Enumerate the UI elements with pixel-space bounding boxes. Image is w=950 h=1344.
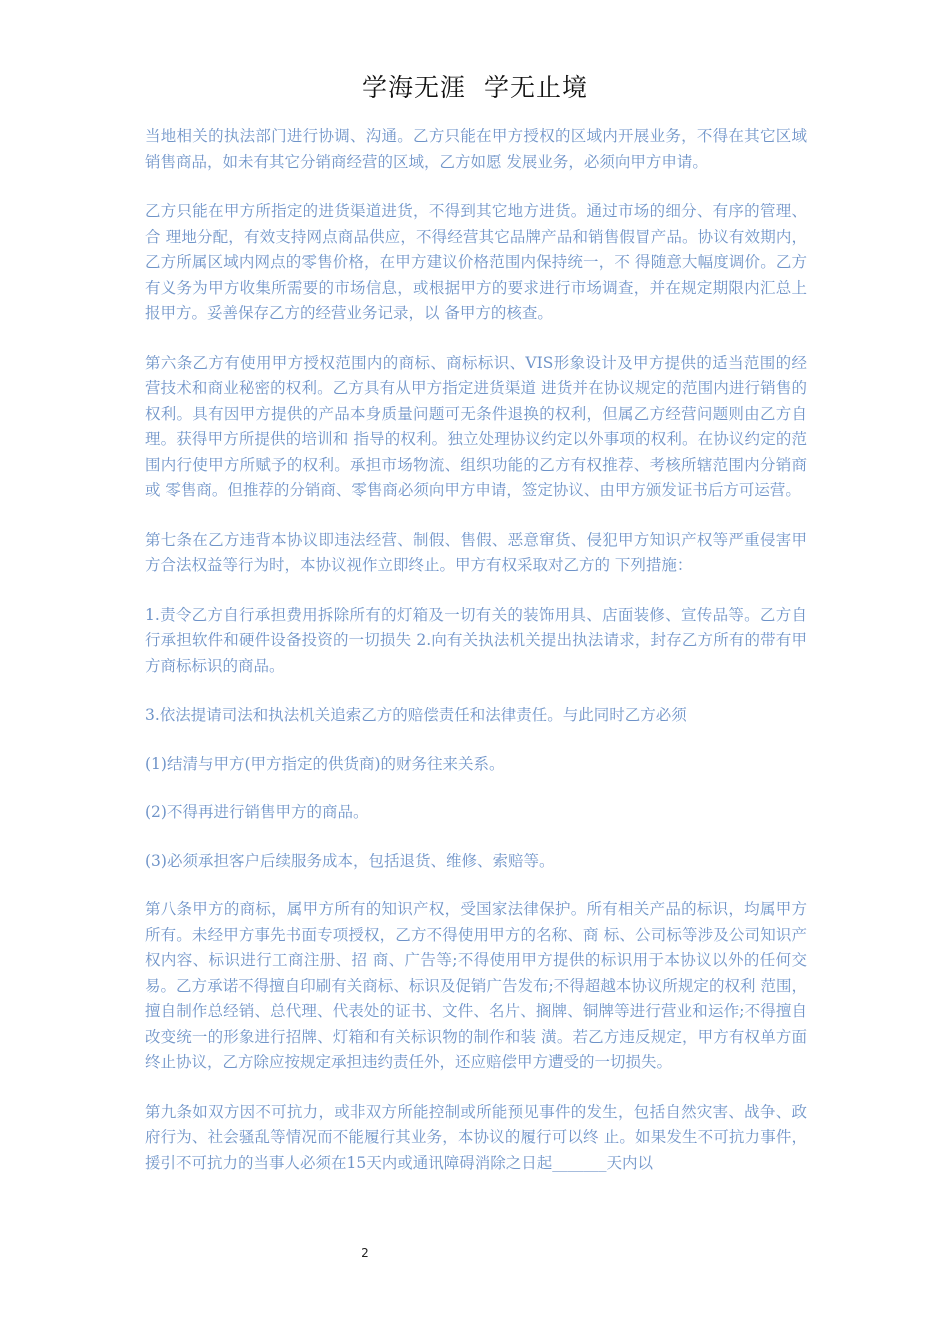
paragraph-measure-3: 3.依法提请司法和执法机关追索乙方的赔偿责任和法律责任。与此同时乙方必须: [145, 706, 687, 724]
document-body: [145, 124, 807, 1200]
page-number: 2: [361, 1246, 369, 1260]
paragraph-purchase-channel: 乙方只能在甲方所指定的进货渠道进货，不得到其它地方进货。通过市场的细分、有序的管理、合 理地分配，有效支持网点商品供应，不得经营其它品牌产品和销售假冒产品。协议有效期内，乙方所属区域内网点的零售价格，在甲方建议价格范围内保持统一，不 得随意大幅度调价。乙方有义务为甲方收集所需要的市场信息，或根据甲方的要求进行市场调查，并在规定期限内汇总上报甲方。妥善保存乙方的经营业务记录，以 备甲方的核查。: [145, 202, 807, 322]
paragraph-territory: 当地相关的执法部门进行协调、沟通。乙方只能在甲方授权的区域内开展业务，不得在其它区域销售商品，如未有其它分销商经营的区域，乙方如愿 发展业务，必须向甲方申请。: [145, 127, 807, 171]
page-title: 学海无涯 学无止境: [362, 73, 588, 102]
paragraph-article-6: 第六条乙方有使用甲方授权范围内的商标、商标标识、VIS形象设计及甲方提供的适当范围的经营技术和商业秘密的权利。乙方具有从甲方指定进货渠道 进货并在协议规定的范围内进行销售的权利。具有因甲方提供的产品本身质量问题可无条件退换的权利，但属乙方经营问题则由乙方自理。获得甲方所提供的培训和 指导的权利。独立处理协议约定以外事项的权利。在协议约定的范围内行使甲方所赋予的权利。承担市场物流、组织功能的乙方有权推荐、考核所辖范围内分销商或 零售商。但推荐的分销商、零售商必须向甲方申请，签定协议、由甲方颁发证书后方可运营。: [145, 353, 807, 499]
paragraph-article-8: 第八条甲方的商标，属甲方所有的知识产权，受国家法律保护。所有相关产品的标识，均属甲方所有。未经甲方事先书面专项授权，乙方不得使用甲方的名称、商 标、公司标等涉及公司知识产权内容、标识进行工商注册、招 商、广告等;不得使用甲方提供的标识用于本协议以外的任何交易。乙方承诺不得擅自印刷有关商标、标识及促销广告发布;不得超越本协议所规定的权利 范围，擅自制作总经销、总代理、代表处的证书、文件、名片、搁牌、铜牌等进行营业和运作;不得擅自改变统一的形象进行招牌、灯箱和有关标识物的制作和装 潢。若乙方违反规定，甲方有权单方面终止协议，乙方除应按规定承担违约责任外，还应赔偿甲方遭受的一切损失。: [145, 900, 807, 1071]
paragraph-measure-1-2: 1.责令乙方自行承担费用拆除所有的灯箱及一切有关的装饰用具、店面装修、宣传品等。乙方自行承担软件和硬件设备投资的一切损失 2.向有关执法机关提出执法请求，封存乙方所有的带有甲方商标标识的商品。: [145, 605, 807, 675]
paragraph-article-7: 第七条在乙方违背本协议即违法经营、制假、售假、恶意窜货、侵犯甲方知识产权等严重侵害甲方合法权益等行为时，本协议视作立即终止。甲方有权采取对乙方的 下列措施：: [145, 530, 807, 574]
paragraph-obligation-3: (3)必须承担客户后续服务成本，包括退货、维修、索赔等。: [145, 851, 555, 870]
paragraph-article-9: 第九条如双方因不可抗力，或非双方所能控制或所能预见事件的发生，包括自然灾害、战争、政府行为、社会骚乱等情况而不能履行其业务，本协议的履行可以终 止。如果发生不可抗力事件，援引不可抗力的当事人必须在15天内或通讯障碍消除之日起_______天内以: [145, 1102, 807, 1172]
paragraph-obligation-2: (2)不得再进行销售甲方的商品。: [145, 803, 369, 821]
paragraph-obligation-1: (1)结清与甲方(甲方指定的供货商)的财务往来关系。: [145, 754, 505, 773]
